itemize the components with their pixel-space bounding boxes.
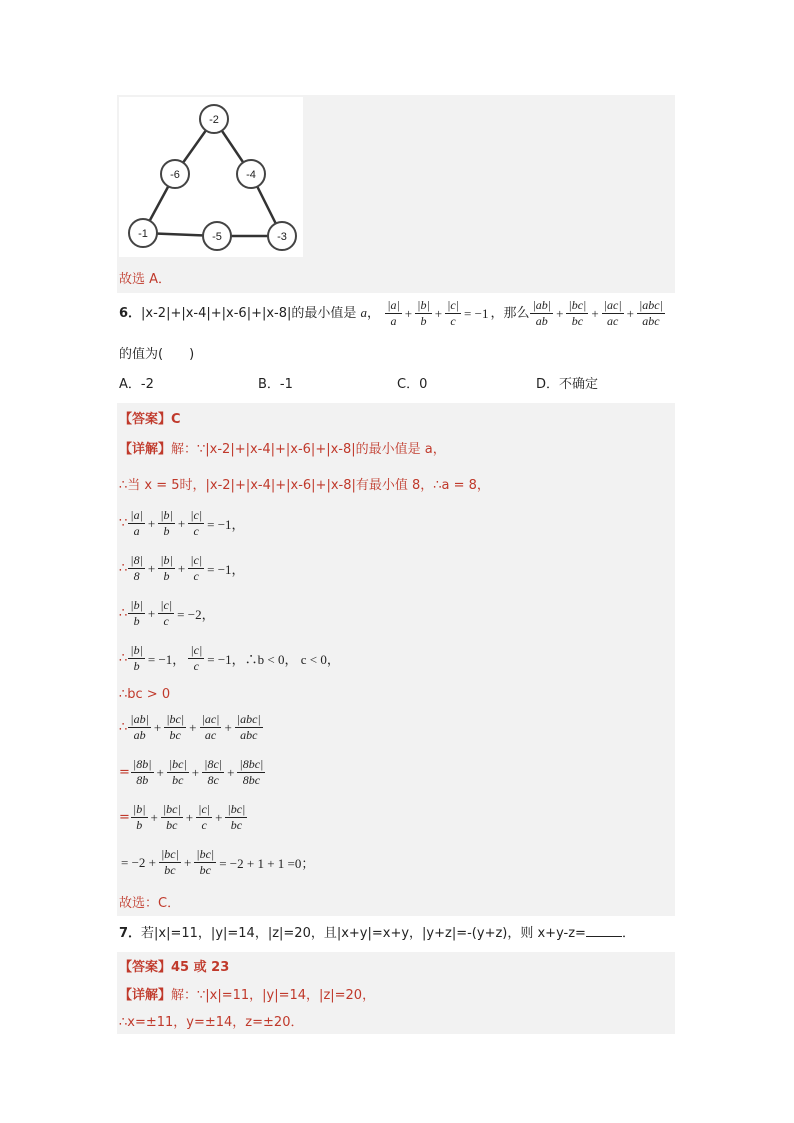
q7-detail-line1-text: 解：∵|x|=11，|y|=14，|z|=20， [171, 988, 376, 1003]
q6-option-a: A．-2 [119, 377, 154, 392]
q6-detail-label: 【详解】 [119, 442, 172, 457]
q6-number: 6． [119, 306, 142, 321]
q6-detail-line11: = −2 + $\frac{|bc|}{bc}$ + $\frac{|bc|}{bc}$ = −2 + 1 + 1 =0； [121, 847, 315, 877]
q6-stem-text: |x-2|+|x-4|+|x-6|+|x-8|的最小值是 [141, 306, 357, 321]
q6-detail-line10: = $\frac{|b|}{b}$ + $\frac{|bc|}{bc}$ + $\frac{|c|}{c}$ + $\frac{|bc|}{bc}$ [119, 802, 246, 832]
q6-answer-value: C [171, 412, 181, 427]
q6-detail-line1-text: 解：∵|x-2|+|x-4|+|x-6|+|x-8|的最小值是 a， [171, 442, 446, 457]
q7-stem-text: 若|x|=11，|y|=14，|z|=20，且|x+y|=x+y，|y+z|=-(y+z)，则 x+y-z= [141, 926, 586, 941]
q7-detail-label: 【详解】 [119, 988, 172, 1003]
q6-detail-line3: ∵ $\frac{|a|}{a}$ + $\frac{|b|}{b}$ + $\frac{|c|}{c}$ = −1， [119, 508, 245, 538]
q6-detail-line7: ∴bc > 0 [119, 687, 171, 702]
q6-stem: 6．|x-2|+|x-4|+|x-6|+|x-8|的最小值是 a， $\frac{|a|}{a}$ + $\frac{|b|}{b}$ + $\frac{|c|}{c}$ = −1 ，那么 $\frac{|ab|}{ab}$ + $\frac{|bc|}{bc}$ + $\frac{|ac|}{ac}$ + $\frac{\text{|abc|}}{\text{abc}}$ [119, 298, 663, 328]
q7-answer-label: 【答案】 [119, 960, 172, 975]
q7-number: 7． [119, 926, 142, 941]
q6-option-c: C．0 [397, 377, 428, 392]
q6-var-a: a [360, 305, 368, 320]
node-top: -2 [209, 114, 219, 126]
q7-answer-value: 45 或 23 [171, 960, 230, 975]
q6-detail-line1 [119, 438, 446, 457]
q6-detail-line5: ∴ $\frac{|b|}{b}$ + $\frac{|c|}{c}$ = −2， [119, 598, 215, 628]
q6-detail-line6: ∴ $\frac{|b|}{b}$ = −1， $\frac{|c|}{c}$ = −1，∴b < 0， c < 0， [119, 643, 340, 673]
q7-stem: 7．若|x|=11，|y|=14，|z|=20，且|x+y|=x+y，|y+z|=-(y+z)，则 x+y-z= ． [119, 926, 635, 941]
q7-answer-blank [586, 924, 622, 937]
node-left-mid: -6 [170, 169, 180, 181]
q6-detail-line2: ∴当 x = 5时，|x-2|+|x-4|+|x-6|+|x-8|有最小值 8，∴a = 8， [119, 478, 490, 493]
q6-answer [119, 408, 181, 427]
q6-option-b: B．-1 [258, 377, 293, 392]
triangle-diagram-svg [119, 97, 303, 257]
node-bottom-mid: -5 [212, 231, 222, 243]
q6-then: ，那么 [490, 306, 530, 321]
q6-detail-line9: = $\frac{|8b|}{8b}$ + $\frac{|bc|}{bc}$ + $\frac{|8c|}{8c}$ + $\frac{|8bc|}{8bc}$ [119, 757, 264, 787]
triangle-diagram [119, 97, 303, 257]
q7-detail-line1 [119, 984, 375, 1003]
q6-detail-line4: ∴ $\frac{|8|}{8}$ + $\frac{|b|}{b}$ + $\frac{|c|}{c}$ = −1， [119, 553, 245, 583]
q7-detail-line2: ∴x=±11，y=±14，z=±20． [119, 1015, 304, 1030]
q6-detail-line8: ∴ $\frac{|ab|}{ab}$ + $\frac{|bc|}{bc}$ + $\frac{|ac|}{ac}$ + $\frac{\text{|abc|}}{\text{abc}}$ [119, 712, 261, 742]
node-right-mid: -4 [246, 169, 256, 181]
node-bottom-left: -1 [138, 228, 148, 240]
q7-answer [119, 956, 229, 975]
q6-eq-rhs: = −1 [464, 305, 489, 321]
q6-conclusion: 故选：C． [119, 896, 181, 911]
q6-option-d: D．不确定 [536, 377, 599, 392]
q5-conclusion: 故选 A． [119, 272, 172, 287]
q6-stem-tail: 的值为( ) [119, 347, 195, 362]
q6-answer-label: 【答案】 [119, 412, 172, 427]
node-bottom-right: -3 [277, 231, 287, 243]
